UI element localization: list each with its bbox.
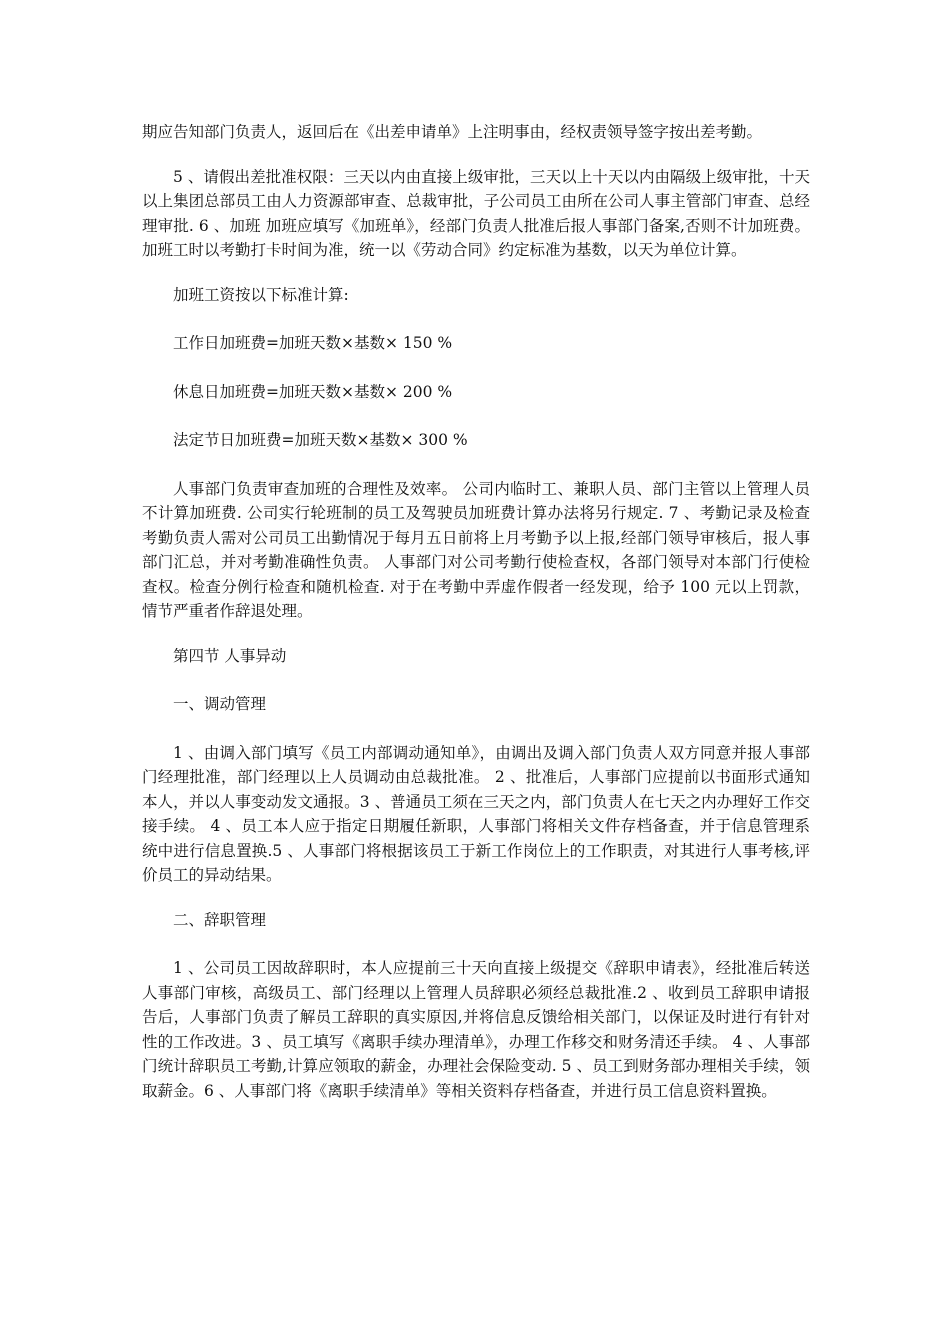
paragraph-transfer-procedure: 1 、由调入部门填写《员工内部调动通知单》，由调出及调入部门负责人双方同意并报人事部门经理批准，部门经理以上人员调动由总裁批准。 2 、批准后，人事部门应提前以书面形式通知本人，并以人事变动发文通报。3 、普通员工须在三天之内，部门负责人在七天之内办理好工作交接手续。 4 、员工本人应于指定日期履任新职，人事部门将相关文件存档备查，并于信息管理系统中进行信息置换.5 、人事部门将根据该员工于新工作岗位上的工作职责，对其进行人事考核,评价员工的异动结果。 — [142, 743, 810, 884]
paragraph-overtime-pay-intro: 加班工资按以下标准计算: — [173, 285, 349, 304]
subheading-resignation-management: 二、辞职管理 — [173, 910, 267, 929]
paragraph-restday-overtime: 休息日加班费=加班天数×基数× 200 % — [173, 382, 453, 401]
paragraph-resignation-procedure: 1 、公司员工因故辞职时，本人应提前三十天向直接上级提交《辞职申请表》，经批准后转送人事部门审核，高级员工、部门经理以上管理人员辞职必须经总裁批准.2 、收到员工辞职申请报告后，人事部门负责了解员工辞职的真实原因,并将信息反馈给相关部门，以保证及时进行有针对性的工作改进。3 、员工填写《离职手续办理清单》，办理工作移交和财务清还手续。 4 、人事部门统计辞职员工考勤,计算应领取的薪金，办理社会保险变动. 5 、员工到财务部办理相关手续，领取薪金。6 、人事部门将《离职手续清单》等相关资料存档备查，并进行员工信息资料置换。 — [142, 959, 810, 1100]
paragraph-workday-overtime: 工作日加班费=加班天数×基数× 150 % — [173, 334, 453, 352]
paragraph-holiday-overtime: 法定节日加班费=加班天数×基数× 300 % — [173, 431, 468, 449]
subheading-transfer-management: 一、调动管理 — [173, 695, 267, 713]
paragraph-business-trip-notice: 期应告知部门负责人，返回后在《出差申请单》上注明事由，经权责领导签字按出差考勤。 — [142, 123, 763, 141]
paragraph-leave-approval-authority: 5 、请假出差批准权限：三天以内由直接上级审批，三天以上十天以内由隔级上级审批，十天以上集团总部员工由人力资源部审查、总裁审批，子公司员工由所在公司人事主管部门审查、总经理审批. 6 、加班 加班应填写《加班单》，经部门负责人批准后报人事部门备案,否则不计加班费。加班工时以考勤打卡时间为准，统一以《劳动合同》约定标准为基数，以天为单位计算。 — [142, 167, 810, 259]
document-page — [142, 120, 810, 1123]
section-heading-personnel-change: 第四节 人事异动 — [173, 646, 287, 665]
paragraph-overtime-review: 人事部门负责审查加班的合理性及效率。 公司内临时工、兼职人员、部门主管以上管理人员不计算加班费. 公司实行轮班制的员工及驾驶员加班费计算办法将另行规定. 7 、考勤记录及检查 考勤负责人需对公司员工出勤情况于每月五日前将上月考勤予以上报,经部门领导审核后，报人事部门汇总，并对考勤准确性负责。 人事部门对公司考勤行使检查权，各部门领导对本部门行使检查权。检查分例行检查和随机检查. 对于在考勤中弄虚作假者一经发现，给予 100 元以上罚款，情节严重者作辞退处理。 — [142, 479, 810, 620]
